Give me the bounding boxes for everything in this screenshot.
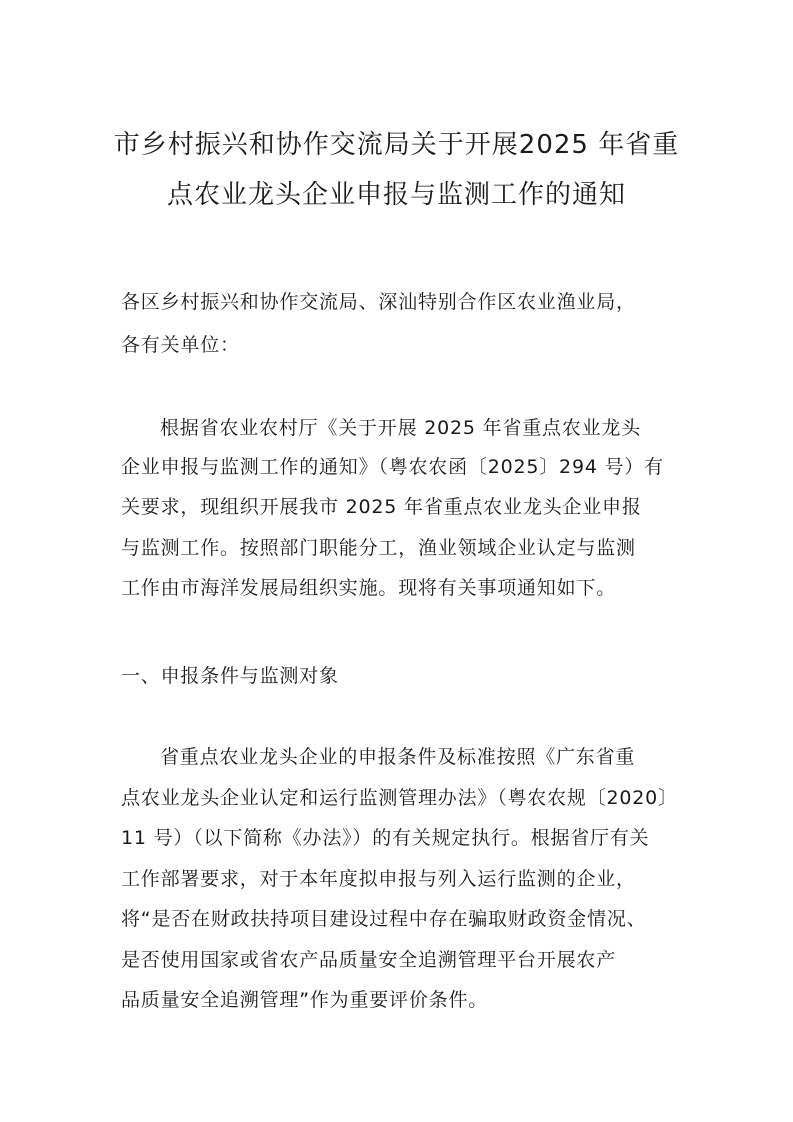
paragraph-1-line-3: 关要求，现组织开展我市 2025 年省重点农业龙头企业申报 <box>121 496 642 518</box>
paragraph-2-line-5: 将“是否在财政扶持项目建设过程中存在骗取财政资金情况、 <box>121 908 647 930</box>
addressee-line-2: 各有关单位： <box>121 334 240 356</box>
paragraph-2-line-3: 11 号）（以下简称《办法》）的有关规定执行。根据省厅有关 <box>121 827 650 849</box>
addressee-line-1: 各区乡村振兴和协作交流局、深汕特别合作区农业渔业局， <box>121 291 636 313</box>
paragraph-2-line-4: 工作部署要求，对于本年度拟申报与列入运行监测的企业， <box>121 868 636 890</box>
document-title-line-1: 市乡村振兴和协作交流局关于开展2025 年省重 <box>113 130 680 160</box>
paragraph-2-line-6: 是否使用国家或省农产品质量安全追溯管理平台开展农产 <box>121 949 617 971</box>
paragraph-1-line-1: 根据省农业农村厅《关于开展 2025 年省重点农业龙头 <box>160 417 642 439</box>
paragraph-2-line-1: 省重点农业龙头企业的申报条件及标准按照《广东省重 <box>160 746 636 768</box>
paragraph-2-line-2: 点农业龙头企业认定和运行监测管理办法》（粤农农规〔2020〕 <box>121 787 678 809</box>
paragraph-2-line-7: 品质量安全追溯管理”作为重要评价条件。 <box>121 989 489 1011</box>
paragraph-1-line-4: 与监测工作。按照部门职能分工，渔业领域企业认定与监测 <box>121 537 636 559</box>
paragraph-1-line-2: 企业申报与监测工作的通知》（粤农农函〔2025〕294 号）有 <box>121 456 664 478</box>
paragraph-1-line-5: 工作由市海洋发展局组织实施。现将有关事项通知如下。 <box>121 577 617 599</box>
section-1-heading: 一、申报条件与监测对象 <box>121 665 339 687</box>
document-title-line-2: 点农业龙头企业申报与监测工作的通知 <box>166 180 626 210</box>
